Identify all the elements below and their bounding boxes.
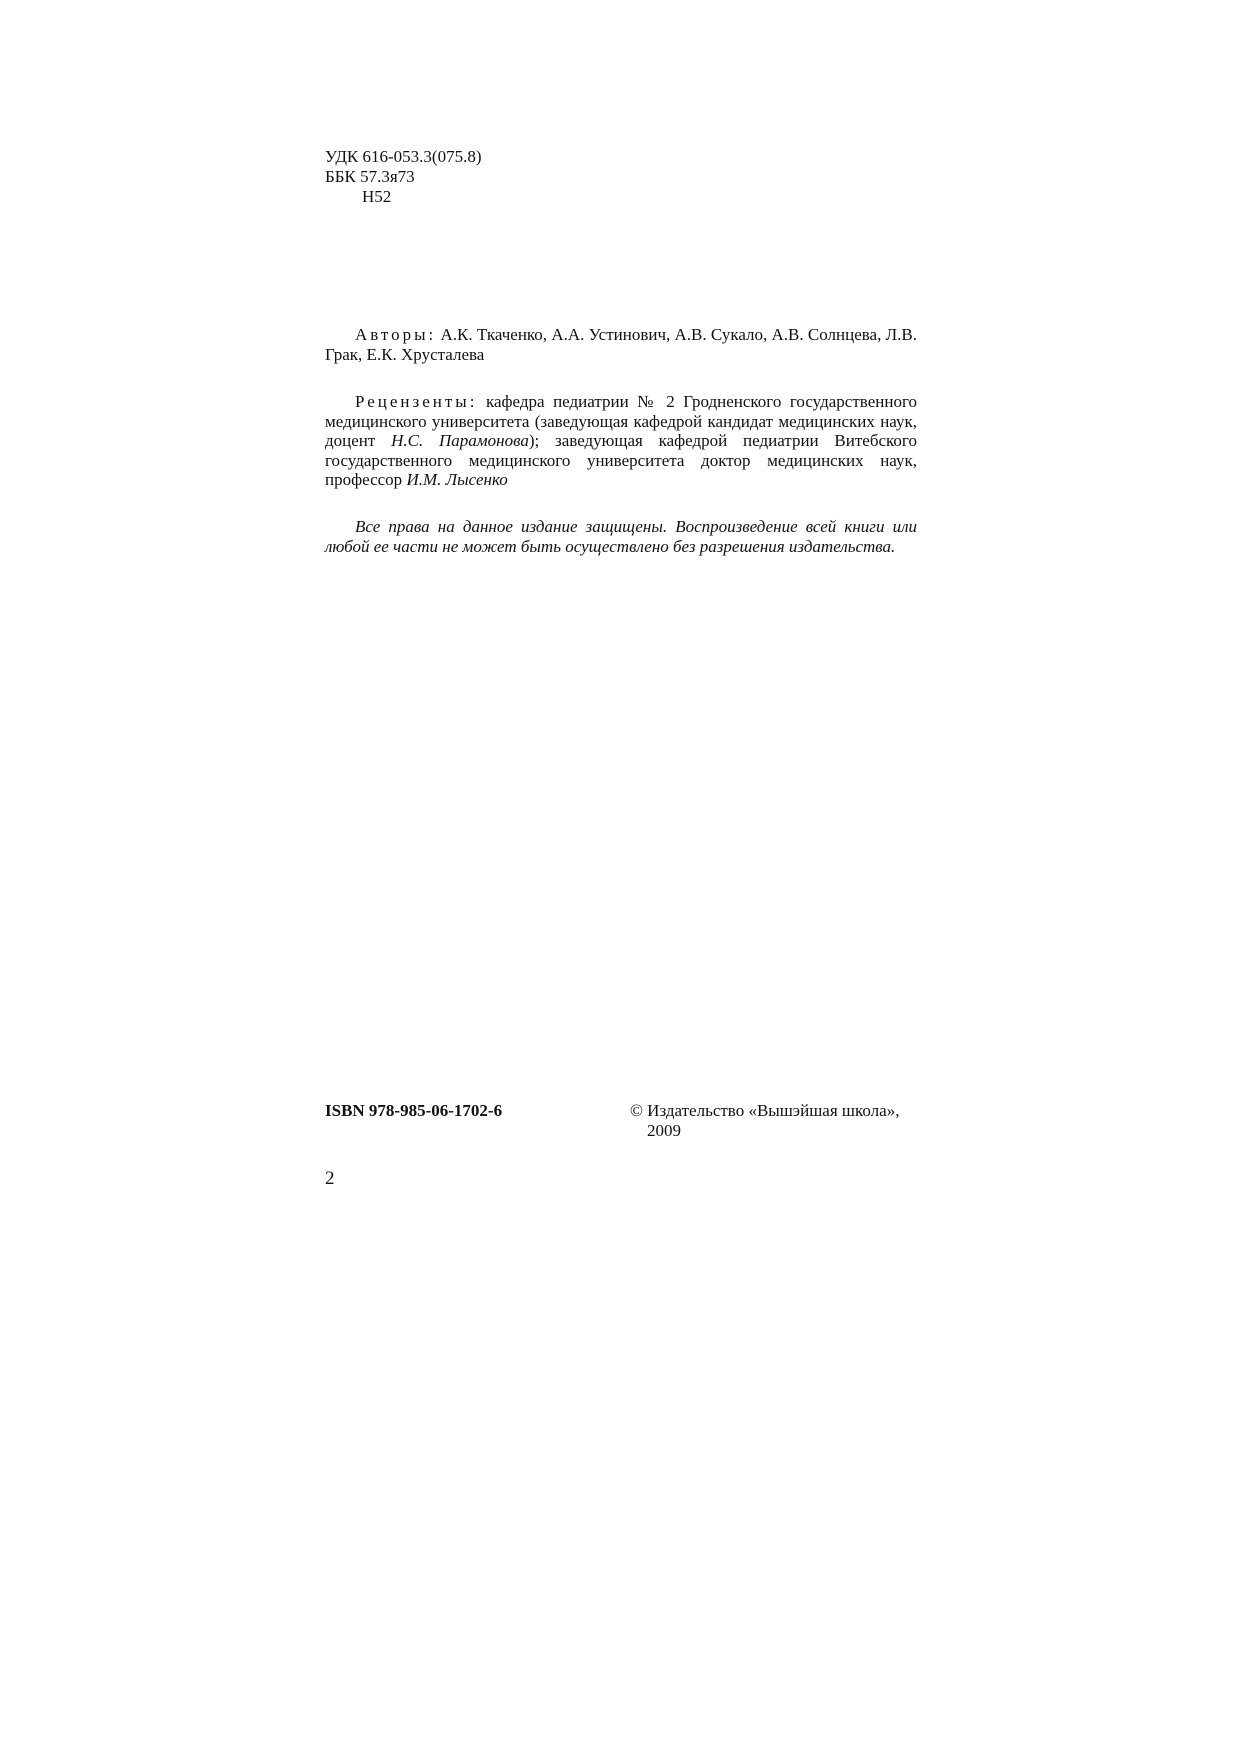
- reviewers-text-1: кафедра педиатрии № 2 Гродненского государственного медицинского университета (заведующая кафедрой кандидат медицинских наук, доцент: [325, 392, 917, 450]
- copyright-notice: [630, 1101, 899, 1141]
- bbk-code: ББК 57.3я73: [325, 167, 415, 186]
- reviewers-paragraph: [325, 392, 917, 490]
- isbn: ISBN 978-985-06-1702-6: [325, 1101, 503, 1120]
- reviewers-label: Рецензенты:: [355, 392, 478, 411]
- rights-notice: Все права на данное издание защищены. Воспроизведение всей книги или любой ее части не может быть осуществлено без разрешения издательства.: [325, 517, 917, 556]
- reviewers-text-2: ); заведующая кафедрой педиатрии Витебского государственного медицинского университета доктор медицинских наук, профессор: [325, 431, 917, 489]
- authors-list: А.К. Ткаченко, А.А. Устинович, А.В. Сукало, А.В. Солнцева, Л.В. Грак, Е.К. Хрусталева: [325, 325, 917, 364]
- page-number: 2: [325, 1168, 335, 1189]
- reviewer-name-1: Н.С. Парамонова: [391, 431, 529, 450]
- authors-paragraph: [325, 325, 917, 364]
- reviewer-name-2: И.М. Лысенко: [406, 470, 508, 489]
- authors-label: Авторы:: [355, 325, 437, 344]
- copyright-year: 2009: [647, 1121, 681, 1140]
- author-mark: Н52: [362, 187, 392, 206]
- udc-code: УДК 616-053.3(075.8): [325, 147, 482, 166]
- classification-block: [325, 147, 482, 207]
- copyright-holder: © Издательство «Вышэйшая школа»,: [630, 1101, 900, 1120]
